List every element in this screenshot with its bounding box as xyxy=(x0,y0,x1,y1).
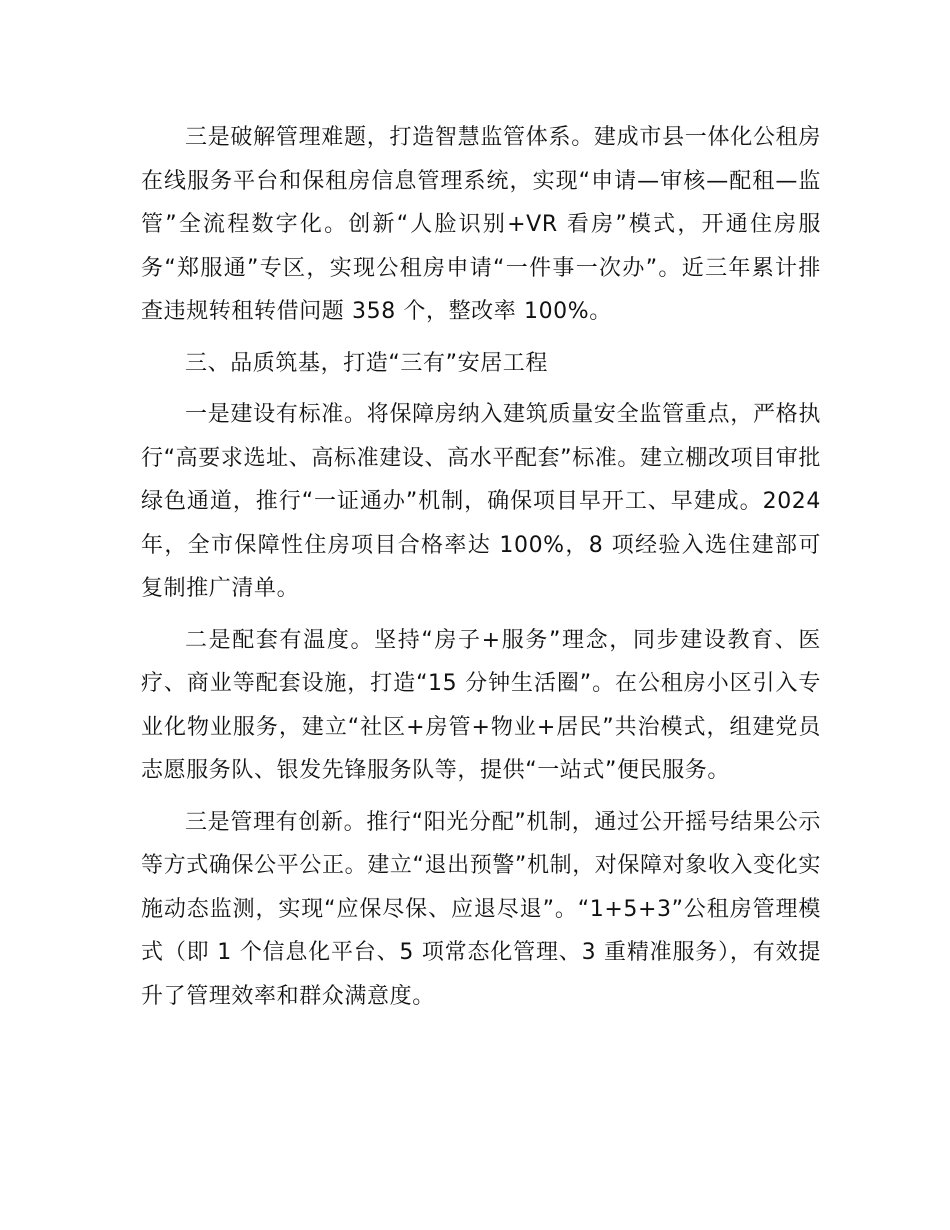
document-body xyxy=(141,116,821,1026)
section-heading-quality: 三、品质筑基，打造“三有”安居工程 xyxy=(185,350,548,376)
paragraph-supporting-facilities: 二是配套有温度。坚持“房子+服务”理念，同步建设教育、医疗、商业等配套设施，打造“15 分钟生活圈”。在公租房小区引入专业化物业服务，建立“社区+房管+物业+居民”共治模式，组建党员志愿服务队、银发先锋服务队等，提供“一站式”便民服务。 xyxy=(141,627,821,783)
paragraph-construction-standards: 一是建设有标准。将保障房纳入建筑质量安全监管重点，严格执行“高要求选址、高标准建设、高水平配套”标准。建立棚改项目审批绿色通道，推行“一证通办”机制，确保项目早开工、早建成。2024 年，全市保障性住房项目合格率达 100%，8 项经验入选住建部可复制推广清单。 xyxy=(141,402,821,601)
paragraph-management-innovation: 三是管理有创新。推行“阳光分配”机制，通过公开摇号结果公示等方式确保公平公正。建立“退出预警”机制，对保障对象收入变化实施动态监测，实现“应保尽保、应退尽退”。“1+5+3”公租房管理模式（即 1 个信息化平台、5 项常态化管理、3 重精准服务），有效提升了管理效率和群众满意度。 xyxy=(141,809,821,1009)
paragraph-smart-supervision: 三是破解管理难题，打造智慧监管体系。建成市县一体化公租房在线服务平台和保租房信息管理系统，实现“申请—审核—配租—监管”全流程数字化。创新“人脸识别+VR 看房”模式，开通住房服务“郑服通”专区，实现公租房申请“一件事一次办”。近三年累计排查违规转租转借问题 358 个，整改率 100%。 xyxy=(141,125,821,324)
